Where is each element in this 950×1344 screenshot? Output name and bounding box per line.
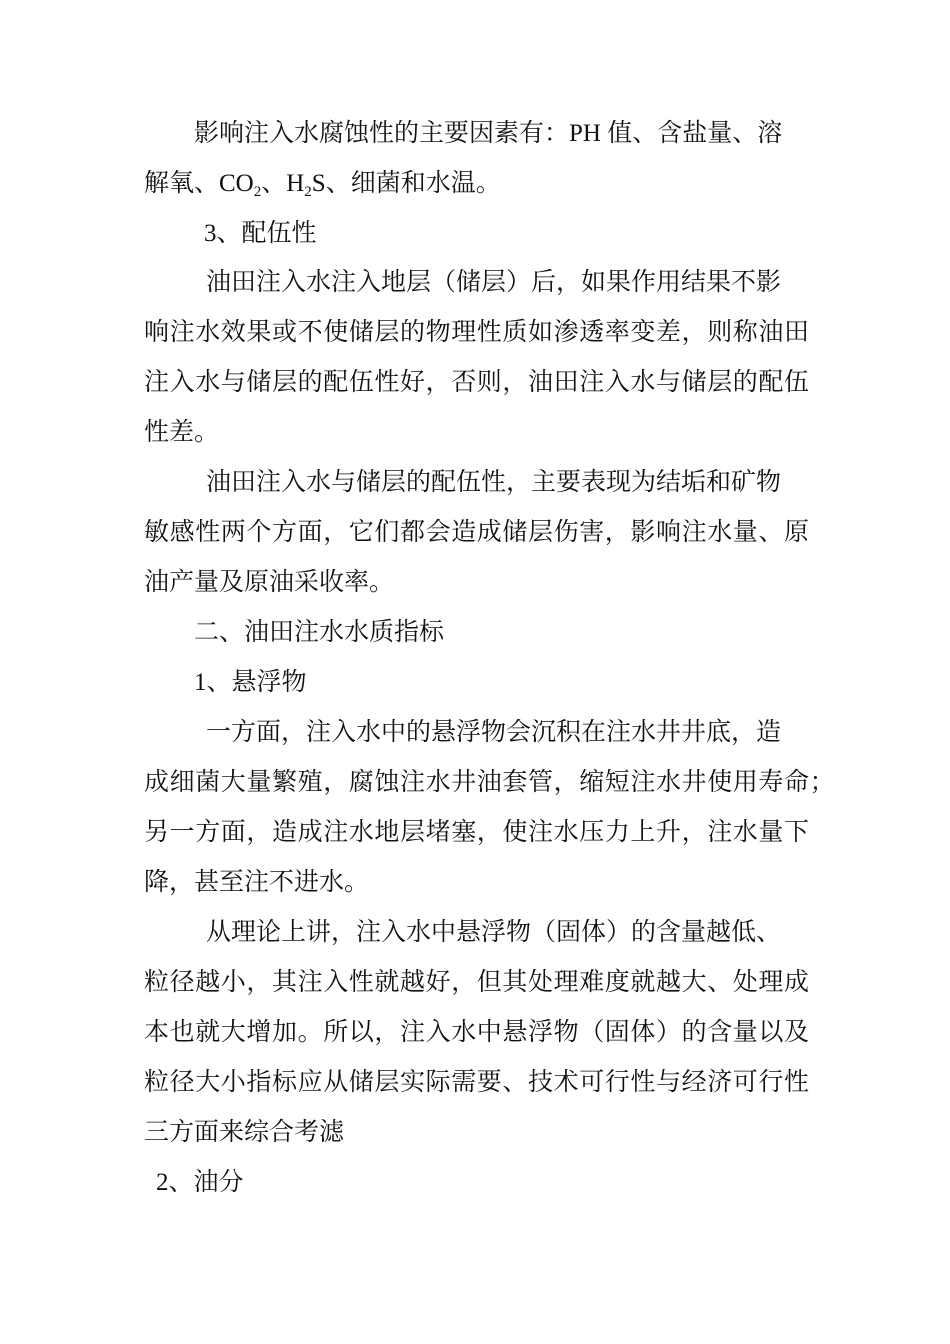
paragraph-line-17: 本也就大增加。所以，注入水中悬浮物（固体）的含量以及 [144, 1019, 810, 1046]
section-heading-2: 二、油田注水水质指标 [194, 619, 445, 646]
subscript: 2 [304, 184, 312, 200]
subscript: 2 [253, 184, 262, 200]
paragraph-line-11: 一方面，注入水中的悬浮物会沉积在注水井井底，造 [206, 719, 782, 746]
paragraph-line-2 [0, 169, 950, 199]
paragraph-line-12: 成细菌大量繁殖，腐蚀注水井油套管，缩短注水井使用寿命； [144, 769, 836, 796]
text-run: S、细菌和水温。 [311, 170, 501, 197]
paragraph-line-15: 从理论上讲，注入水中悬浮物（固体）的含量越低、 [206, 919, 782, 946]
paragraph-line-5: 响注水效果或不使储层的物理性质如渗透率变差，则称油田 [144, 319, 810, 346]
section-heading-3: 3、配伍性 [204, 220, 317, 247]
paragraph-line-9: 敏感性两个方面，它们都会造成储层伤害，影响注水量、原 [144, 519, 810, 546]
paragraph-line-1: 影响注入水腐蚀性的主要因素有：PH 值、含盐量、溶 [194, 120, 783, 147]
paragraph-line-18: 粒径大小指标应从储层实际需要、技术可行性与经济可行性 [144, 1069, 810, 1096]
paragraph-line-14: 降，甚至注不进水。 [144, 869, 370, 896]
paragraph-line-13: 另一方面，造成注水地层堵塞，使注水压力上升，注水量下 [144, 819, 810, 846]
subsection-heading-1: 1、悬浮物 [194, 669, 307, 696]
text-run: 解氧、CO [144, 170, 254, 197]
paragraph-line-16: 粒径越小，其注入性就越好，但其处理难度就越大、处理成 [144, 969, 810, 996]
paragraph-line-10: 油产量及原油采收率。 [144, 569, 395, 596]
text-run: 、H [261, 170, 305, 197]
paragraph-line-19: 三方面来综合考滤 [144, 1119, 345, 1146]
paragraph-line-7: 性差。 [144, 419, 220, 446]
paragraph-line-4: 油田注入水注入地层（储层）后，如果作用结果不影 [206, 269, 782, 296]
subsection-heading-2: 2、油分 [156, 1169, 244, 1196]
paragraph-line-8: 油田注入水与储层的配伍性，主要表现为结垢和矿物 [206, 469, 782, 496]
paragraph-line-6: 注入水与储层的配伍性好，否则，油田注入水与储层的配伍 [144, 369, 810, 396]
